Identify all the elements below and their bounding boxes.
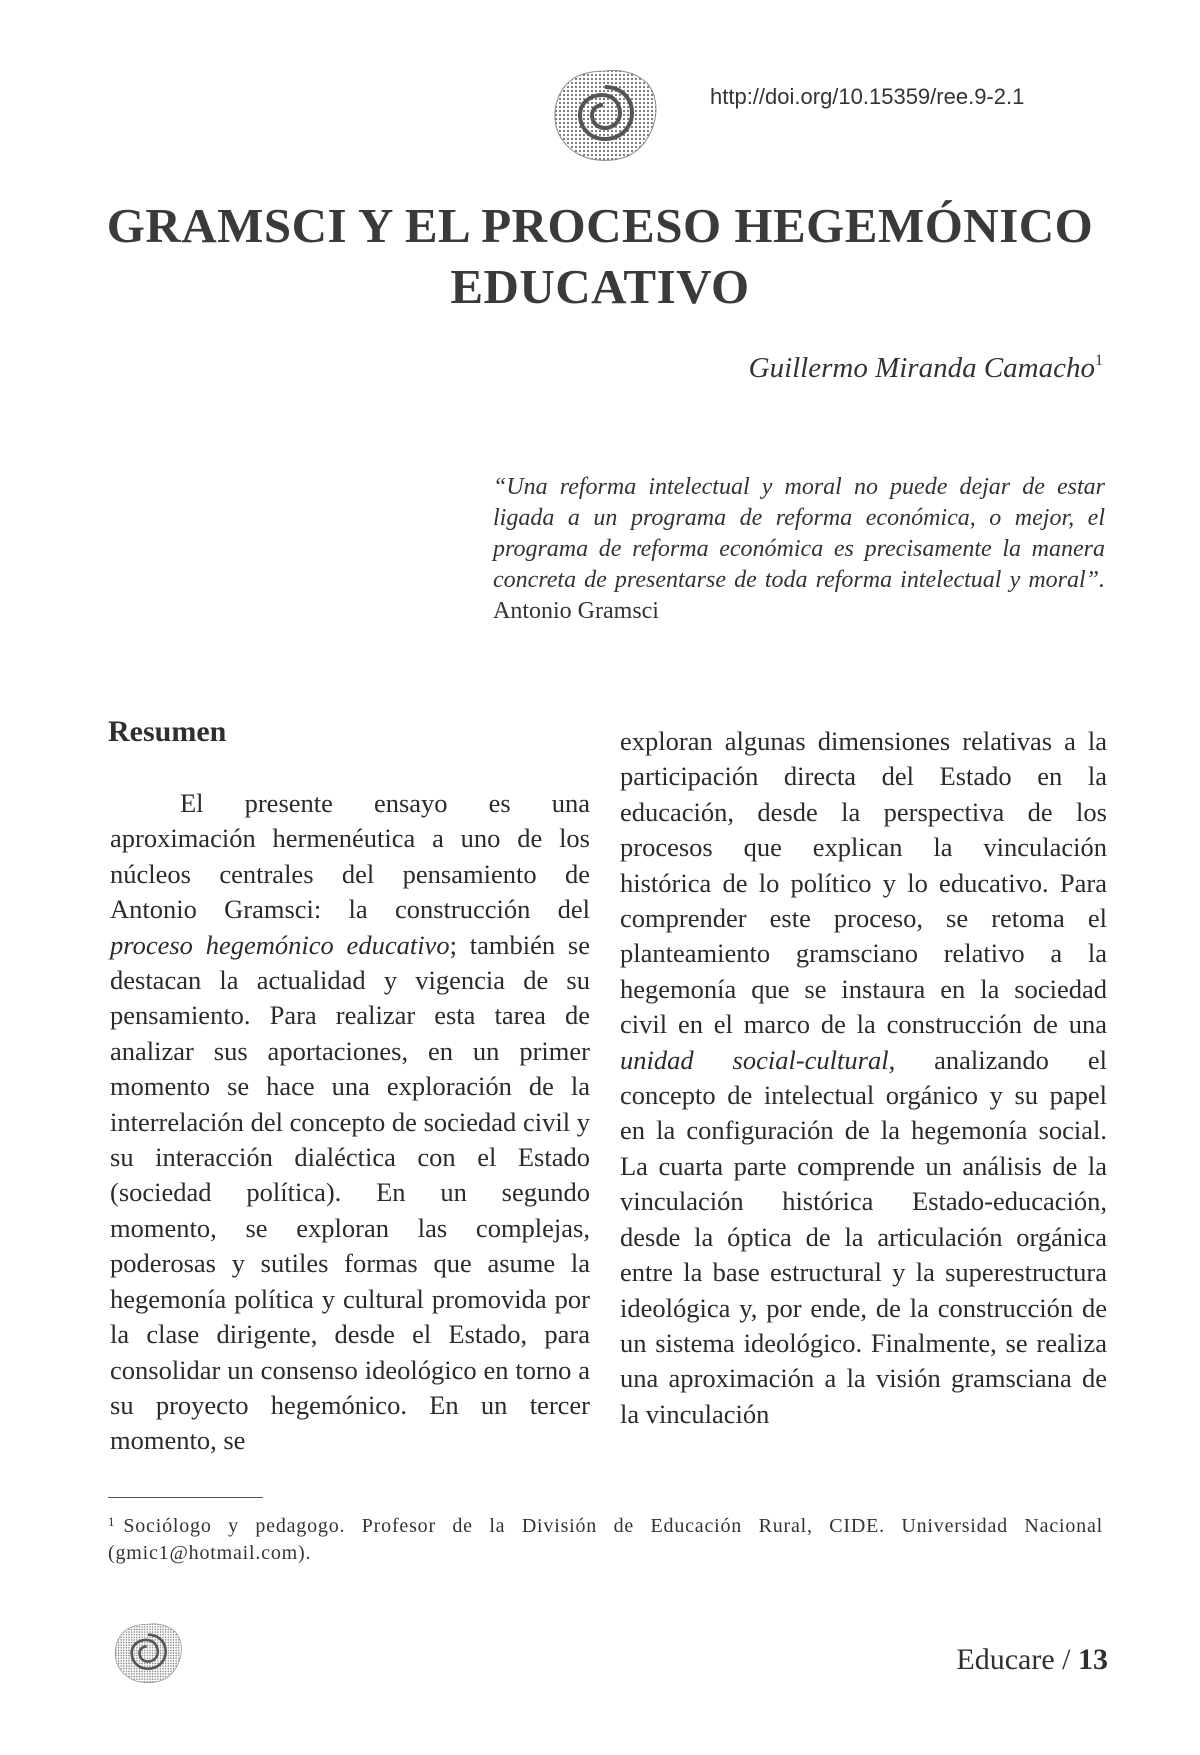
journal-logo-icon	[112, 1620, 184, 1686]
footnote	[108, 1508, 1103, 1567]
journal-logo-icon	[550, 65, 660, 165]
article-title	[100, 195, 1100, 317]
abstract-column-left	[110, 786, 590, 1459]
page-footer	[956, 1643, 1108, 1677]
abstract-heading: Resumen	[108, 715, 227, 748]
page-number: 13	[1078, 1643, 1108, 1676]
epigraph-attribution: Antonio Gramsci	[493, 598, 659, 624]
abstract-left-text-2: ; también se destacan la actualidad y vigencia de su pensamiento. Para realizar esta tarea de analizar sus aportaciones, en un primer momento se hace una exploración de la interrelación del concepto de sociedad civil y su interacción dialéctica con el Estado (sociedad política). En un segundo momento, se exploran las complejas, poderosas y sutiles formas que asume la hegemonía política y cultural promovida por la clase dirigente, desde el Estado, para consolidar un consenso ideológico en torno a su proyecto hegemónico. En un tercer momento, se	[110, 929, 590, 1456]
abstract-left-italic: proceso hegemónico educativo	[110, 929, 450, 960]
footnote-divider	[108, 1497, 263, 1498]
doi-link[interactable]: http://doi.org/10.15359/ree.9-2.1	[710, 84, 1025, 109]
abstract-right-text-2: , analizando el concepto de intelectual orgánico y su papel en la configuración de la hegemonía social. La cuarta parte comprende un análisis de la vinculación histórica Estado-educación, desde la óptica de la articulación orgánica entre la base estructural y la superestructura ideológica y, por ende, de la construcción de un sistema ideológico. Finalmente, se realiza una aproximación a la visión gramsciana de la vinculación	[620, 1044, 1107, 1429]
author-footnote-mark: 1	[1095, 352, 1103, 369]
title-line-1: GRAMSCI Y EL PROCESO HEGEMÓNICO	[106, 198, 1094, 253]
author-name: Guillermo Miranda Camacho	[748, 352, 1095, 384]
title-line-2: EDUCATIVO	[450, 259, 750, 314]
abstract-right-italic: unidad social-cultural	[620, 1044, 889, 1075]
epigraph	[493, 472, 1105, 627]
author-line	[600, 352, 1103, 385]
abstract-left-text-1: El presente ensayo es una aproximación hermenéutica a uno de los núcleos centrales del pensamiento de Antonio Gramsci: la construcción del	[110, 788, 590, 925]
epigraph-quote: “Una reforma intelectual y moral no puede dejar de estar ligada a un programa de reforma económica, o mejor, el programa de reforma económica es precisamente la manera concreta de presentarse de toda reforma intelectual y moral”.	[493, 474, 1105, 593]
abstract-column-right	[620, 724, 1107, 1432]
abstract-right-text-1: exploran algunas dimensiones relativas a la participación directa del Estado en la educación, desde la perspectiva de los procesos que explican la vinculación histórica de lo político y lo educativo. Para comprender este proceso, se retoma el planteamiento gramsciano relativo a la hegemonía que se instaura en la sociedad civil en el marco de la construcción de una	[620, 726, 1107, 1040]
footnote-mark: 1	[108, 1514, 116, 1529]
footer-separator: /	[1054, 1643, 1078, 1676]
journal-name: Educare	[956, 1643, 1055, 1676]
footnote-text: Sociólogo y pedagogo. Profesor de la División de Educación Rural, CIDE. Universidad Nacional (gmic1@hotmail.com).	[108, 1515, 1103, 1564]
